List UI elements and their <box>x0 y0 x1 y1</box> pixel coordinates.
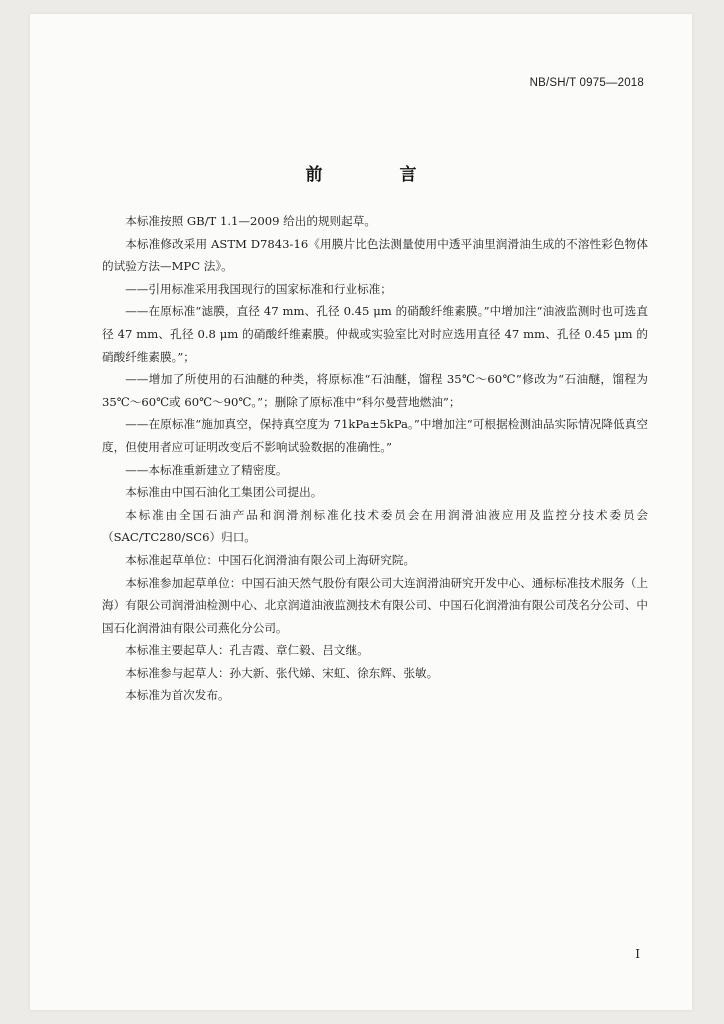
page-title: 前 言 <box>305 165 447 185</box>
page-number: I <box>635 947 640 961</box>
paragraph: 本标准为首次发布。 <box>125 688 230 703</box>
paragraph: ——增加了所使用的石油醚的种类，将原标准“石油醚，馏程 35℃～60℃”修改为“石油醚，馏程为 35℃～60℃或 60℃～90℃。”；删除了原标准中“科尔曼营地燃油”； <box>102 372 648 409</box>
document-page <box>30 14 692 1010</box>
paragraph: 本标准主要起草人：孔吉霞、章仁毅、吕文继。 <box>125 643 369 658</box>
paragraph: ——在原标准“滤膜，直径 47 mm、孔径 0.45 μm 的硝酸纤维素膜。”中增加注“油液监测时也可选直径 47 mm、孔径 0.8 μm 的硝酸纤维素膜。仲裁或实验室比对时应选用直径 47 mm、孔径 0.45 μm 的硝酸纤维素膜。”； <box>102 304 648 364</box>
paragraph: 本标准参与起草人：孙大新、张代娣、宋虹、徐东辉、张敏。 <box>125 665 439 680</box>
paragraph: 本标准由全国石油产品和润滑剂标准化技术委员会在用润滑油液应用及监控分技术委员会（SAC/TC280/SC6）归口。 <box>102 507 648 545</box>
paragraph: ——本标准重新建立了精密度。 <box>125 462 288 477</box>
standard-code: NB/SH/T 0975—2018 <box>529 77 644 89</box>
paragraph: ——引用标准采用我国现行的国家标准和行业标准； <box>125 281 392 296</box>
paragraph: ——在原标准“施加真空，保持真空度为 71kPa±5kPa。”中增加注“可根据检测油品实际情况降低真空度，但使用者应可证明改变后不影响试验数据的准确性。” <box>102 417 648 454</box>
preface-body <box>102 210 648 707</box>
paragraph: 本标准起草单位：中国石化润滑油有限公司上海研究院。 <box>125 552 416 567</box>
paragraph: 本标准参加起草单位：中国石油天然气股份有限公司大连润滑油研究开发中心、通标标准技术服务（上海）有限公司润滑油检测中心、北京润道油液监测技术有限公司、中国石化润滑油有限公司茂名分公司、中国石化润滑油有限公司燕化分公司。 <box>102 575 648 635</box>
paragraph: 本标准修改采用 ASTM D7843-16《用膜片比色法测量使用中透平油里润滑油生成的不溶性彩色物体的试验方法—MPC 法》。 <box>102 236 648 274</box>
paragraph: 本标准由中国石油化工集团公司提出。 <box>125 485 323 500</box>
paragraph: 本标准按照 GB/T 1.1—2009 给出的规则起草。 <box>125 214 376 228</box>
